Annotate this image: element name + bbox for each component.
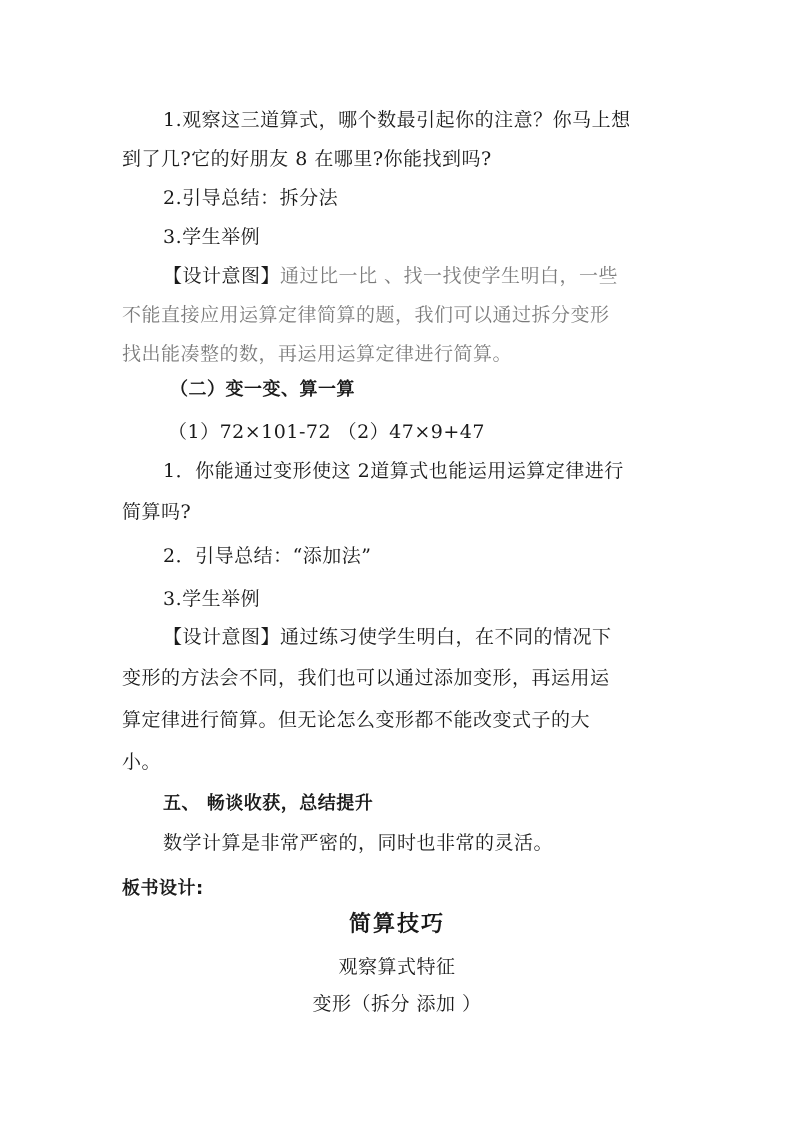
section-two-heading: （二）变一变、算一算 — [170, 379, 355, 400]
design-intent-2-line-1 — [163, 625, 612, 649]
board-title: 简算技巧 — [348, 911, 445, 937]
section-two-question-3: 3.学生举例 — [163, 588, 261, 610]
question-1-line-2: 到了几?它的好朋友 8 在哪里?你能找到吗? — [122, 148, 492, 170]
design-intent-1-line-3: 找出能凑整的数，再运用运算定律进行简算。 — [122, 343, 513, 365]
design-intent-2-line-3: 算定律进行简算。但无论怎么变形都不能改变式子的大 — [122, 709, 591, 731]
design-intent-1-line-2: 不能直接应用运算定律简算的题，我们可以通过拆分变形 — [122, 304, 610, 326]
question-1-line-1: 1.观察这三道算式，哪个数最引起你的注意？你马上想 — [163, 109, 631, 131]
question-3: 3.学生举例 — [163, 226, 261, 248]
design-intent-2-label: 【设计意图】 — [163, 626, 281, 648]
section-two-question-2: 2．引导总结：“添加法” — [163, 545, 372, 567]
section-two-question-1-line-2: 简算吗? — [122, 501, 192, 523]
board-design-label: 板书设计: — [122, 878, 204, 899]
design-intent-1-line-1 — [163, 264, 618, 288]
board-line-1: 观察算式特征 — [338, 956, 456, 978]
section-two-equations: （1）72×101-72 （2）47×9+47 — [168, 421, 485, 443]
question-2: 2.引导总结：拆分法 — [163, 187, 339, 209]
section-five-text: 数学计算是非常严密的，同时也非常的灵活。 — [163, 832, 554, 854]
section-five-heading: 五、 畅谈收获，总结提升 — [163, 793, 374, 814]
design-intent-2-line-2: 变形的方法会不同，我们也可以通过添加变形，再运用运 — [122, 667, 610, 689]
board-line-2: 变形（拆分 添加 ） — [312, 993, 482, 1015]
section-two-question-1-line-1: 1．你能通过变形使这 2道算式也能运用运算定律进行 — [163, 460, 624, 482]
design-intent-2-line-4: 小。 — [122, 751, 162, 773]
design-intent-1-label: 【设计意图】 — [163, 265, 281, 287]
design-intent-2-text: 通过练习使学生明白，在不同的情况下 — [280, 626, 612, 648]
design-intent-1-text: 通过比一比 、找一找使学生明白，一些 — [280, 265, 619, 287]
